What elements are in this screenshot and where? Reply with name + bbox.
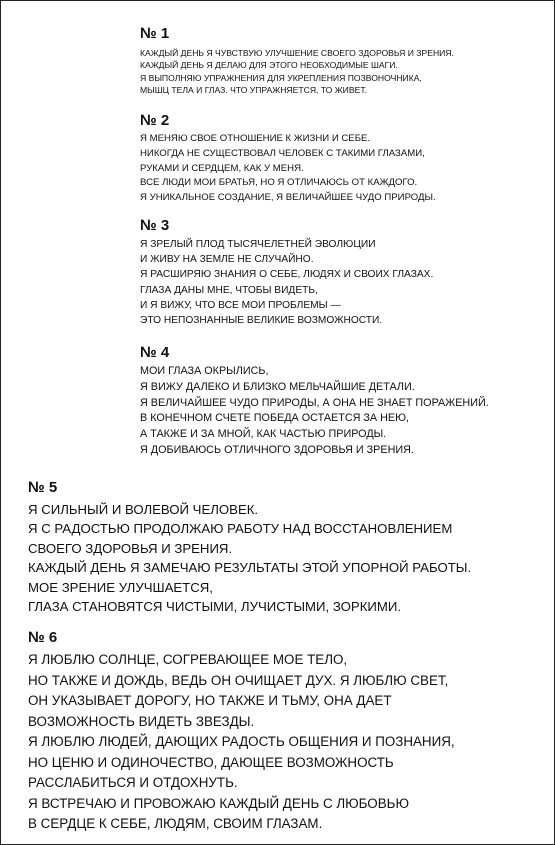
text-line: ВОЗМОЖНОСТЬ ВИДЕТЬ ЗВЕЗДЫ. <box>28 713 255 729</box>
text-line: ВСЕ ЛЮДИ МОИ БРАТЬЯ, НО Я ОТЛИЧАЮСЬ ОТ КАЖДОГО. <box>140 177 418 189</box>
text-line: Я СИЛЬНЫЙ И ВОЛЕВОЙ ЧЕЛОВЕК. <box>28 502 259 517</box>
text-line: НО ЦЕНЮ И ОДИНОЧЕСТВО, ДАЮЩЕЕ ВОЗМОЖНОСТЬ <box>28 754 394 770</box>
text-line: В СЕРДЦЕ К СЕБЕ, ЛЮДЯМ, СВОИМ ГЛАЗАМ. <box>28 816 323 831</box>
text-line: КАЖДЫЙ ДЕНЬ Я ДЕЛАЮ ДЛЯ ЭТОГО НЕОБХОДИМЫЕ ШАГИ. <box>140 60 398 71</box>
text-line: Я ВСТРЕЧАЮ И ПРОВОЖАЮ КАЖДЫЙ ДЕНЬ С ЛЮБОВЬЮ <box>28 795 409 811</box>
text-line: Я ВИЖУ ДАЛЕКО И БЛИЗКО МЕЛЬЧАЙШИЕ ДЕТАЛИ. <box>140 380 415 393</box>
text-line: Я ЗРЕЛЫЙ ПЛОД ТЫСЯЧЕЛЕТНЕЙ ЭВОЛЮЦИИ <box>140 239 376 250</box>
text-line: МОЕ ЗРЕНИЕ УЛУЧШАЕТСЯ, <box>28 579 213 595</box>
text-line: РУКАМИ И СЕРДЦЕМ, КАК У МЕНЯ. <box>140 162 304 174</box>
section-heading: № 3 <box>140 217 170 234</box>
text-line: Я РАСШИРЯЮ ЗНАНИЯ О СЕБЕ, ЛЮДЯХ И СВОИХ ГЛАЗАХ. <box>140 269 434 281</box>
text-line: И Я ВИЖУ, ЧТО ВСЕ МОИ ПРОБЛЕМЫ — <box>140 299 341 311</box>
text-line: Я ЛЮБЛЮ СОЛНЦЕ, СОГРЕВАЮЩЕЕ МОЕ ТЕЛО, <box>28 652 348 667</box>
affirmation-section-4 <box>140 345 489 459</box>
text-line: И ЖИВУ НА ЗЕМЛЕ НЕ СЛУЧАЙНО. <box>140 254 314 266</box>
text-line: НО ТАКЖЕ И ДОЖДЬ, ВЕДЬ ОН ОЧИЩАЕТ ДУХ. Я ЛЮБЛЮ СВЕТ, <box>28 672 449 688</box>
text-line: Я МЕНЯЮ СВОЕ ОТНОШЕНИЕ К ЖИЗНИ И СЕБЕ. <box>140 133 371 144</box>
text-line: А ТАКЖЕ И ЗА МНОЙ, КАК ЧАСТЬЮ ПРИРОДЫ. <box>140 428 387 441</box>
section-heading: № 2 <box>140 112 170 129</box>
affirmation-section-6 <box>28 630 455 835</box>
text-line: В КОНЕЧНОМ СЧЕТЕ ПОБЕДА ОСТАЕТСЯ ЗА НЕЮ, <box>140 412 410 425</box>
text-line: Я ДОБИВАЮСЬ ОТЛИЧНОГО ЗДОРОВЬЯ И ЗРЕНИЯ. <box>140 443 414 456</box>
section-heading: № 5 <box>28 479 58 496</box>
section-heading: № 6 <box>28 629 58 646</box>
affirmation-section-1 <box>140 26 454 96</box>
text-line: КАЖДЫЙ ДЕНЬ Я ЗАМЕЧАЮ РЕЗУЛЬТАТЫ ЭТОЙ УПОРНОЙ РАБОТЫ. <box>28 560 472 576</box>
section-heading: № 4 <box>140 344 170 361</box>
text-line: Я ВЕЛИЧАЙШЕЕ ЧУДО ПРИРОДЫ, А ОНА НЕ ЗНАЕТ ПОРАЖЕНИЙ. <box>140 396 489 409</box>
text-line: Я ЛЮБЛЮ ЛЮДЕЙ, ДАЮЩИХ РАДОСТЬ ОБЩЕНИЯ И ПОЗНАНИЯ, <box>28 734 455 749</box>
text-line: Я С РАДОСТЬЮ ПРОДОЛЖАЮ РАБОТУ НАД ВОССТАНОВЛЕНИЕМ <box>28 521 453 537</box>
text-line: РАССЛАБИТЬСЯ И ОТДОХНУТЬ. <box>28 775 238 790</box>
text-line: ОН УКАЗЫВАЕТ ДОРОГУ, НО ТАКЖЕ И ТЬМУ, ОНА ДАЕТ <box>28 693 392 708</box>
text-line: НИКОГДА НЕ СУЩЕСТВОВАЛ ЧЕЛОВЕК С ТАКИМИ ГЛАЗАМИ, <box>140 147 425 159</box>
text-line: МЫШЦ ТЕЛА И ГЛАЗ. ЧТО УПРАЖНЯЕТСЯ, ТО ЖИВЕТ. <box>140 84 368 95</box>
text-line: Я ВЫПОЛНЯЮ УПРАЖНЕНИЯ ДЛЯ УКРЕПЛЕНИЯ ПОЗВОНОЧНИКА, <box>140 72 422 83</box>
text-line: СВОЕГО ЗДОРОВЬЯ И ЗРЕНИЯ. <box>28 540 233 556</box>
text-line: МОИ ГЛАЗА ОКРЫЛИСЬ, <box>140 365 269 377</box>
text-line: ЭТО НЕПОЗНАННЫЕ ВЕЛИКИЕ ВОЗМОЖНОСТИ. <box>140 315 383 327</box>
text-line: ГЛАЗА ДАНЫ МНЕ, ЧТОБЫ ВИДЕТЬ, <box>140 284 318 296</box>
affirmation-section-2 <box>140 113 436 206</box>
text-line: Я УНИКАЛЬНОЕ СОЗДАНИЕ, Я ВЕЛИЧАЙШЕЕ ЧУДО ПРИРОДЫ. <box>140 192 436 204</box>
affirmation-section-5 <box>28 480 471 616</box>
text-line: ГЛАЗА СТАНОВЯТСЯ ЧИСТЫМИ, ЛУЧИСТЫМИ, ЗОРКИМИ. <box>28 599 401 615</box>
affirmation-section-3 <box>140 218 433 328</box>
section-heading: № 1 <box>140 25 170 42</box>
text-line: КАЖДЫЙ ДЕНЬ Я ЧУВСТВУЮ УЛУЧШЕНИЕ СВОЕГО ЗДОРОВЬЯ И ЗРЕНИЯ. <box>140 48 454 58</box>
